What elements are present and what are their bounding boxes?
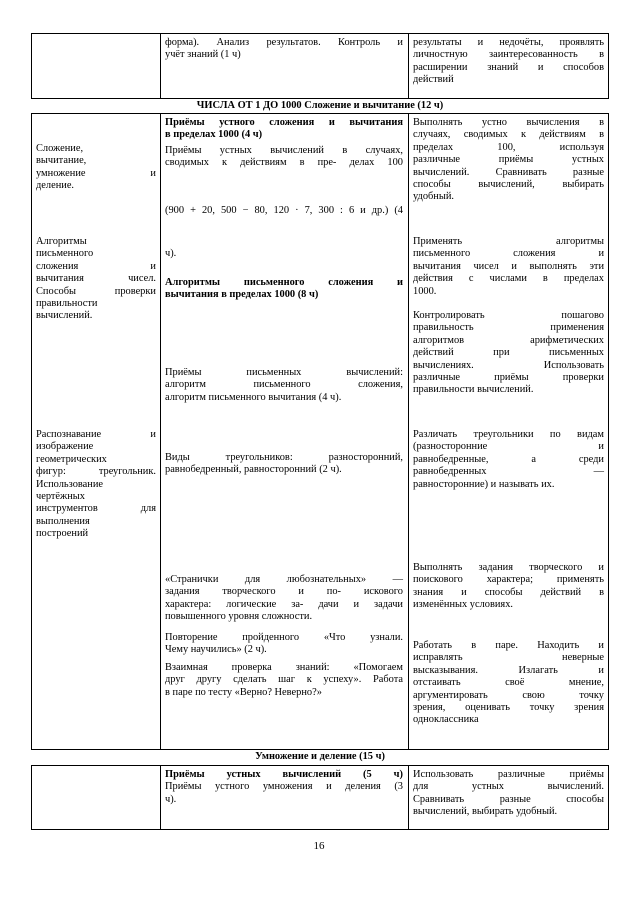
- text-line: в пределах 1000 (4 ч): [165, 129, 263, 141]
- right-paragraph-algorithms: [413, 236, 604, 298]
- text-line: аргументировать свою точку: [413, 689, 604, 701]
- text-line: алгоритм письменного сложения,: [165, 379, 403, 391]
- table-right-border: [608, 765, 609, 830]
- text-line: Выполнять задания творческого и: [413, 562, 604, 573]
- text-line: действий при письменных: [413, 347, 604, 359]
- text-line: фигур: треугольник.: [36, 466, 156, 478]
- left-block-operations: [36, 143, 156, 193]
- bottom-row-right-cell: [413, 769, 604, 819]
- text-line: поискового характера; применять: [413, 574, 604, 586]
- page-number: 16: [313, 840, 325, 852]
- text-line: правильность применения: [413, 322, 604, 334]
- text-line: вычитания чисел.: [36, 273, 156, 285]
- mid-paragraph-examples: [165, 205, 403, 217]
- text-line: Применять алгоритмы: [413, 236, 604, 247]
- mid-paragraph-oral: [165, 145, 403, 170]
- text-line: Использовать различные приёмы: [413, 769, 604, 780]
- text-line: Алгоритмы письменного сложения и: [165, 277, 403, 288]
- text-line: вычислений.: [36, 310, 93, 322]
- text-line: равнобедренные, а среди: [413, 453, 604, 465]
- text-line: Способы проверки: [36, 285, 156, 297]
- text-line: Виды треугольников: разносторонний,: [165, 452, 403, 463]
- text-line: правильности вычислений.: [413, 384, 534, 396]
- text-line: пределах 100, используя: [413, 141, 604, 153]
- row-divider: [31, 113, 609, 114]
- text-line: чертёжных: [36, 491, 85, 503]
- text-line: алгоритм письменного вычитания (4 ч).: [165, 391, 342, 403]
- text-line: (900 + 20, 500 − 80, 120 · 7, 300 : 6 и др.) (4: [165, 205, 403, 216]
- mid-paragraph-triangles: [165, 452, 403, 477]
- text-line: вычитание,: [36, 155, 87, 167]
- text-line: инструментов для: [36, 503, 156, 515]
- text-line: Контролировать пошагово: [413, 310, 604, 321]
- text-line: различные приёмы проверки: [413, 372, 604, 384]
- text-line: вычитания в пределах 1000 (8 ч): [165, 289, 319, 301]
- text-line: форма). Анализ результатов. Контроль и: [165, 37, 403, 48]
- text-line: друг другу сделать шаг к успеху». Работа: [165, 674, 403, 686]
- text-line: Сравнивать разные способы: [413, 793, 604, 805]
- text-line: вычитания чисел и выполнять эти: [413, 260, 604, 272]
- text-line: выполнения: [36, 515, 90, 527]
- mid-paragraph-review: [165, 632, 403, 657]
- text-line: изображение: [36, 441, 94, 453]
- column-divider: [408, 765, 409, 830]
- left-block-algorithms: [36, 236, 156, 323]
- text-line: правильности: [36, 298, 98, 310]
- table-right-border: [608, 33, 609, 99]
- text-line: учёт знаний (1 ч): [165, 49, 241, 61]
- text-line: сводимых к действиям в пре- делах 100: [165, 157, 403, 169]
- text-line: Приёмы устных вычислений (5 ч): [165, 769, 403, 780]
- column-divider: [160, 113, 161, 750]
- text-line: Взаимная проверка знаний: «Помогаем: [165, 662, 403, 673]
- text-line: умножение и: [36, 167, 156, 179]
- text-line: отстаивать своё мнение,: [413, 677, 604, 689]
- text-line: Повторение пройденного «Что узнали.: [165, 632, 403, 643]
- text-line: письменного сложения и: [413, 248, 604, 260]
- text-line: расширении знаний и способов: [413, 61, 604, 73]
- text-line: сложения и: [36, 260, 156, 272]
- top-row-right-cell: [413, 37, 604, 87]
- text-line: Выполнять устно вычисления в: [413, 117, 604, 128]
- text-line: изменённых условиях.: [413, 599, 513, 611]
- text-line: Алгоритмы: [36, 236, 87, 247]
- text-line: Использование: [36, 478, 104, 490]
- text-line: исправлять неверные: [413, 652, 604, 664]
- column-divider: [408, 113, 409, 750]
- text-line: Приёмы устных вычислений в случаях,: [165, 145, 403, 156]
- text-line: различные приёмы устных: [413, 154, 604, 166]
- column-divider: [160, 765, 161, 830]
- text-line: задания творческого и по- искового: [165, 586, 403, 598]
- text-line: письменного: [36, 248, 94, 260]
- mid-heading-written: [165, 277, 403, 302]
- text-line: характера: логические за- дачи и задачи: [165, 598, 403, 610]
- mid-paragraph-hours: [165, 248, 403, 260]
- text-line: личностную заинтересованность в: [413, 49, 604, 61]
- text-line: Сложение,: [36, 143, 84, 154]
- text-line: удобный.: [413, 191, 455, 203]
- bottom-row-mid-cell: [165, 769, 403, 806]
- text-line: вычислениях. Использовать: [413, 359, 604, 371]
- text-line: вычислений, выбирать удобный.: [413, 806, 558, 818]
- text-line: в паре по тесту «Верно? Неверно?»: [165, 686, 322, 698]
- text-line: Приёмы устного сложения и вычитания: [165, 117, 403, 128]
- row-divider: [31, 765, 609, 766]
- right-paragraph-creative: [413, 562, 604, 612]
- text-line: деление.: [36, 180, 75, 192]
- text-line: «Странички для любознательных» —: [165, 574, 403, 585]
- text-line: одноклассника: [413, 714, 479, 726]
- table-right-border: [608, 113, 609, 750]
- text-line: Приёмы устного умножения и деления (3: [165, 781, 403, 793]
- text-line: вычислений. Сравнивать разные: [413, 166, 604, 178]
- text-line: алгоритмов арифметических: [413, 334, 604, 346]
- text-line: 1000.: [413, 285, 437, 297]
- text-line: построений: [36, 528, 89, 540]
- section-header: Умножение и деление (15 ч): [255, 751, 385, 762]
- text-line: Чему научились» (2 ч).: [165, 644, 267, 656]
- right-paragraph-oral-calc: [413, 117, 604, 204]
- text-line: для устных вычислений.: [413, 781, 604, 793]
- text-line: способы вычислений, выбирать: [413, 179, 604, 191]
- text-line: действий: [413, 74, 454, 86]
- text-line: случаях, сводимых к действиям в: [413, 129, 604, 141]
- mid-paragraph-creative: [165, 574, 403, 624]
- table-left-border: [31, 765, 32, 830]
- text-line: высказывания. Излагать и: [413, 664, 604, 676]
- text-line: (разносторонние и: [413, 441, 604, 453]
- text-line: равносторонние) и называть их.: [413, 478, 555, 490]
- text-line: равнобедренных —: [413, 466, 604, 478]
- mid-heading-oral: [165, 117, 403, 142]
- column-divider: [408, 33, 409, 99]
- left-block-geometry: [36, 429, 156, 541]
- table-left-border: [31, 113, 32, 750]
- right-paragraph-pair-work: [413, 640, 604, 727]
- top-row-mid-cell: [165, 37, 403, 62]
- text-line: Работать в паре. Находить и: [413, 640, 604, 651]
- text-line: равнобедренный, равносторонний (2 ч).: [165, 464, 342, 476]
- text-line: Приёмы письменных вычислений:: [165, 367, 403, 378]
- text-line: Различать треугольники по видам: [413, 429, 604, 440]
- text-line: знания и способы действий в: [413, 586, 604, 598]
- column-divider: [160, 33, 161, 99]
- table-top-border: [31, 33, 609, 34]
- table-bottom-border: [31, 829, 609, 830]
- text-line: геометрических: [36, 453, 107, 465]
- text-line: Распознавание и: [36, 429, 156, 440]
- row-divider: [31, 98, 609, 99]
- table-left-border: [31, 33, 32, 99]
- text-line: ч).: [165, 248, 177, 259]
- right-paragraph-triangles: [413, 429, 604, 491]
- right-paragraph-control: [413, 310, 604, 397]
- mid-paragraph-peer-check: [165, 662, 403, 699]
- text-line: ч).: [165, 793, 177, 805]
- text-line: действия с числами в пределах: [413, 273, 604, 285]
- section-header: ЧИСЛА ОТ 1 ДО 1000 Сложение и вычитание (12 ч): [196, 100, 444, 111]
- row-divider: [31, 749, 609, 750]
- mid-paragraph-written: [165, 367, 403, 404]
- text-line: результаты и недочёты, проявлять: [413, 37, 604, 48]
- text-line: повышенного уровня сложности.: [165, 611, 313, 623]
- text-line: зрения, оценивать точку зрения: [413, 702, 604, 714]
